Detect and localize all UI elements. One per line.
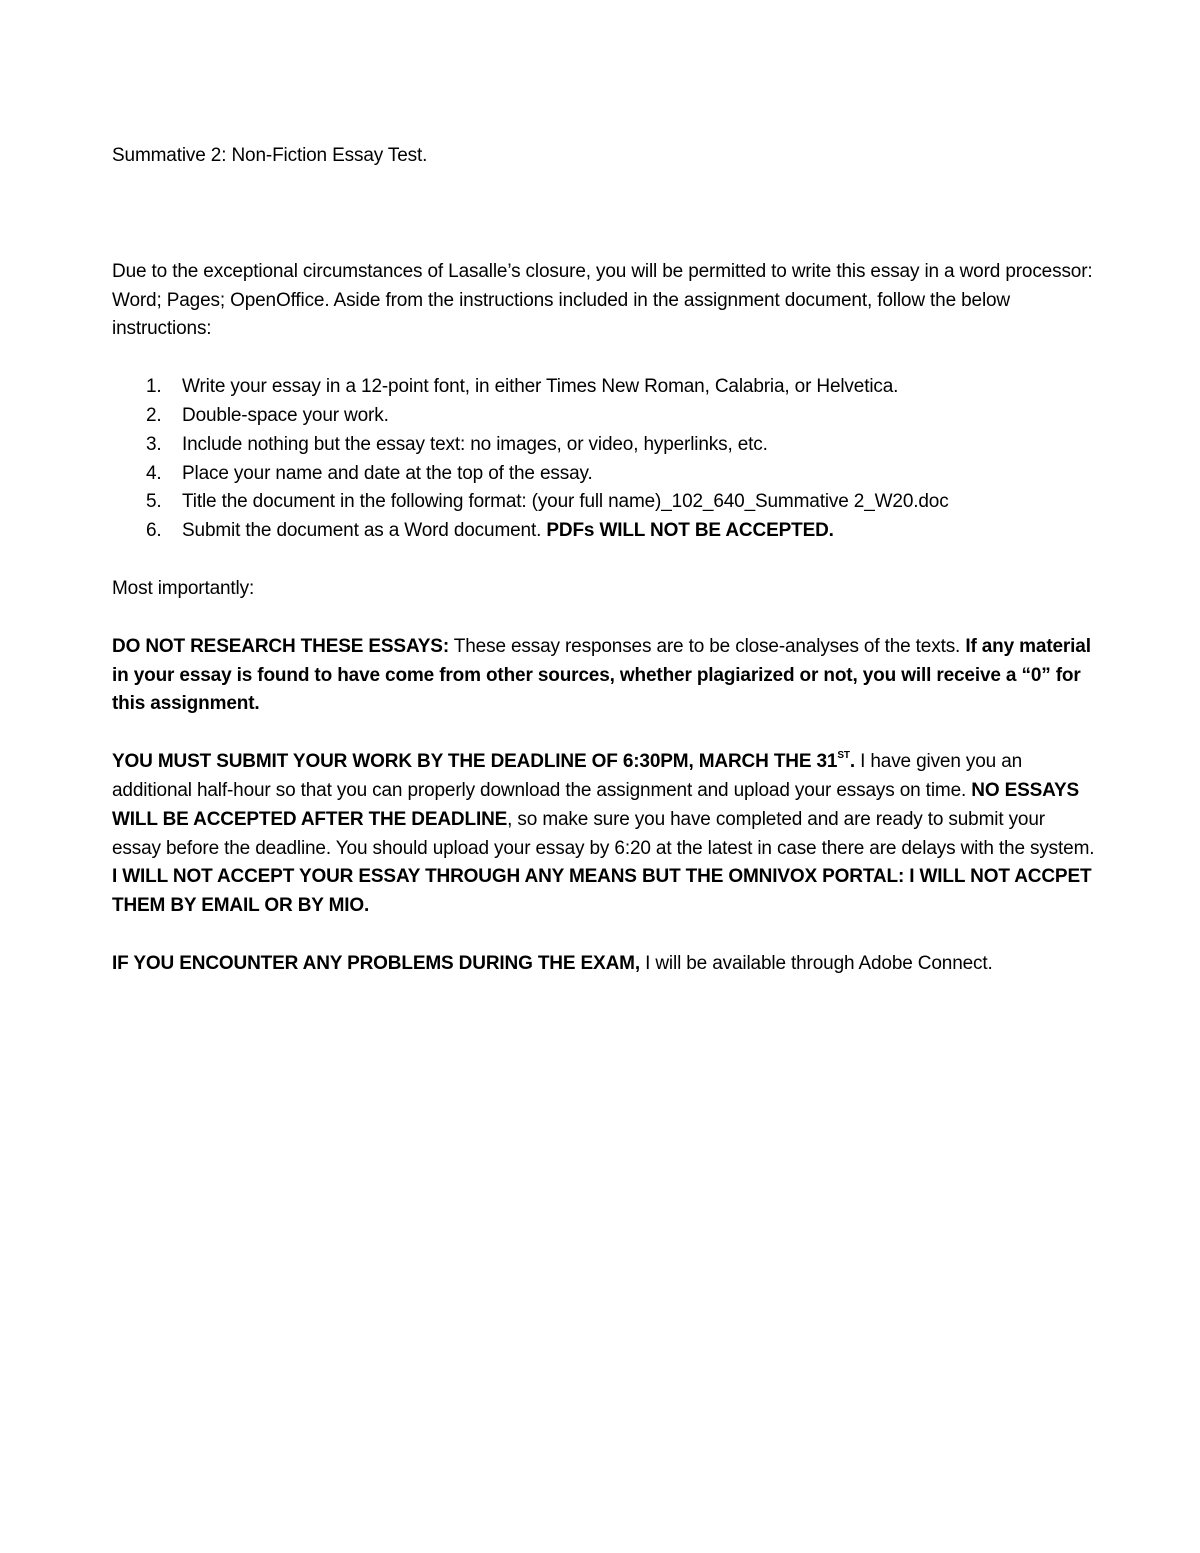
list-item: [112, 488, 1097, 517]
deadline-bold-mid: NO ESSAYS WILL BE ACCEPTED AFTER THE DEADLINE: [112, 779, 1080, 830]
list-item-normal-text: Double-space your work.: [182, 404, 389, 426]
list-item-number: 4.: [146, 462, 162, 484]
list-item-number: 2.: [146, 404, 162, 426]
list-item-number: 1.: [146, 376, 162, 398]
list-item-text: [182, 517, 1097, 546]
list-item: [112, 373, 1097, 402]
list-item-text: [182, 373, 1097, 402]
list-item: [112, 402, 1097, 431]
list-item-number: 3.: [146, 433, 162, 455]
list-item-text: [182, 460, 1097, 489]
list-item-text: [182, 402, 1097, 431]
list-item-normal-text: Title the document in the following format: (your full name)_102_640_Summative 2_W20.doc: [182, 491, 949, 513]
list-item-number: 6.: [146, 520, 162, 542]
research-bold-tail: If any material in your essay is found to have come from other sources, whether plagiarized or not, you will receive a “0” for this assignment.: [112, 635, 1091, 715]
intro-paragraph: Due to the exceptional circumstances of Lasalle’s closure, you will be permitted to write this essay in a word processor: Word; Pages; OpenOffice. Aside from the instructions included in the assignment document, follow the below instructions:: [112, 260, 1093, 340]
list-item-normal-text: Place your name and date at the top of the essay.: [182, 462, 593, 484]
deadline-superscript: ST: [837, 750, 850, 762]
list-item: [112, 460, 1097, 489]
list-item-number: 5.: [146, 491, 162, 513]
deadline-bold-tail: I WILL NOT ACCEPT YOUR ESSAY THROUGH ANY MEANS BUT THE OMNIVOX PORTAL: I WILL NOT ACCPET THEM BY EMAIL OR BY MIO.: [112, 866, 1092, 917]
document-title: Summative 2: Non-Fiction Essay Test.: [112, 145, 428, 166]
list-item: [112, 517, 1097, 546]
research-bold-lead: DO NOT RESEARCH THESE ESSAYS:: [112, 635, 450, 657]
list-item-normal-text: Write your essay in a 12-point font, in either Times New Roman, Calabria, or Helvetica.: [182, 376, 899, 398]
deadline-normal-text-2: , so make sure you have completed and are ready to submit your essay before the deadline. You should upload your essay by 6:20 at the latest in case there are delays with the system.: [112, 808, 1095, 859]
problems-bold-lead: IF YOU ENCOUNTER ANY PROBLEMS DURING THE EXAM,: [112, 952, 640, 974]
list-item-bold-text: PDFs WILL NOT BE ACCEPTED.: [546, 520, 834, 542]
problems-normal-text: I will be available through Adobe Connect.: [639, 952, 993, 974]
research-paragraph: [112, 633, 1097, 719]
research-normal-text: These essay responses are to be close-analyses of the texts.: [449, 635, 966, 657]
deadline-paragraph: [112, 748, 1097, 921]
list-item-text: [182, 488, 1097, 517]
deadline-bold-dot: .: [849, 751, 855, 773]
problems-paragraph: [112, 950, 1097, 979]
deadline-normal-text-1: I have given you an additional half-hour so that you can properly download the assignment and upload your essays on time.: [112, 751, 1023, 801]
instructions-list: [112, 373, 1097, 546]
list-item: [112, 431, 1097, 460]
list-item-normal-text: Submit the document as a Word document.: [182, 520, 547, 542]
list-item-text: [182, 431, 1097, 460]
list-item-normal-text: Include nothing but the essay text: no images, or video, hyperlinks, etc.: [182, 433, 768, 455]
most-importantly-heading: Most importantly:: [112, 577, 255, 599]
document-body: [112, 142, 1097, 979]
deadline-bold-lead: YOU MUST SUBMIT YOUR WORK BY THE DEADLINE OF 6:30PM, MARCH THE 31: [112, 751, 838, 773]
